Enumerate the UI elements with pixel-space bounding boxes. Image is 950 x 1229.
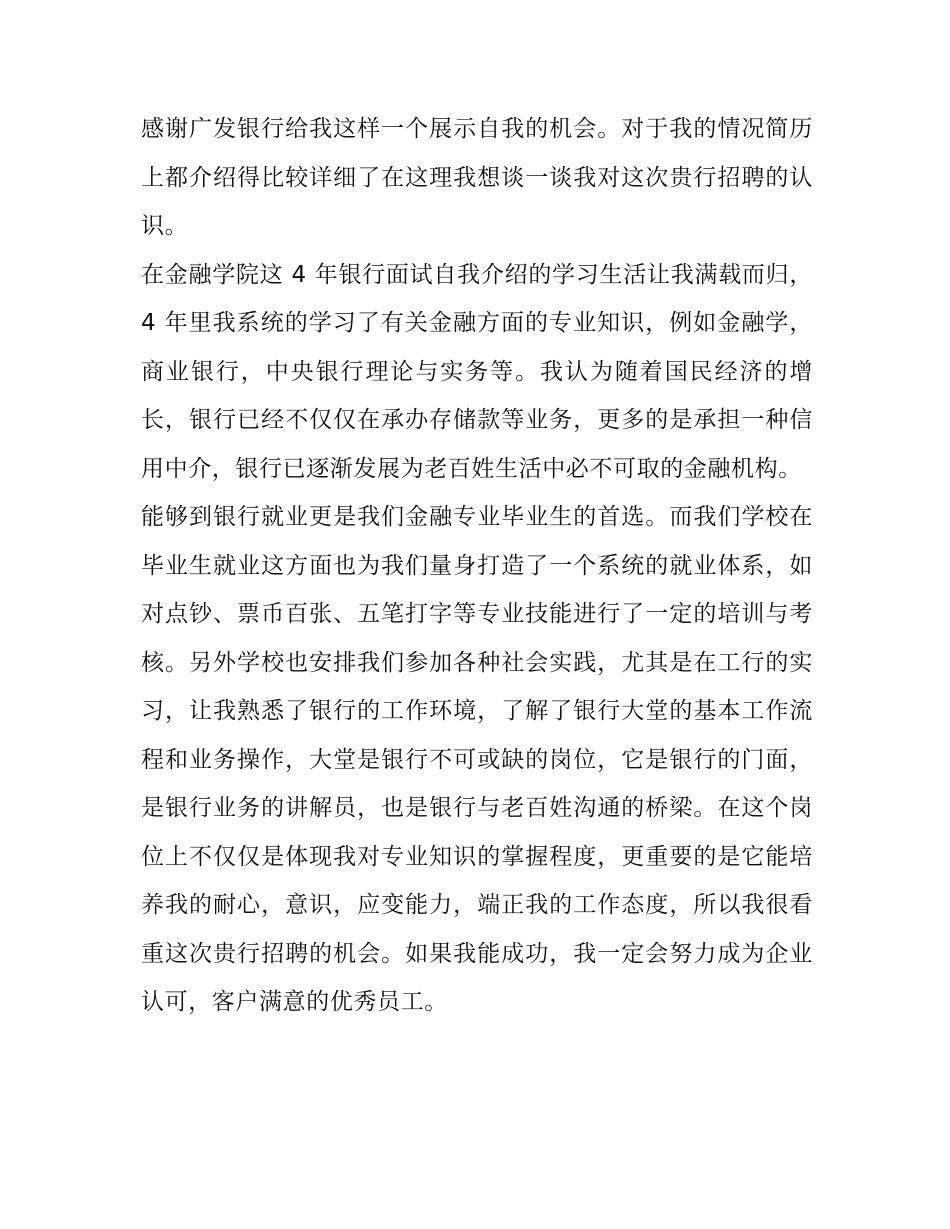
paragraph-career: 能够到银行就业更是我们金融专业毕业生的首选。而我们学校在毕业生就业这方面也为我们量身打造了一个系统的就业体系，如对点钞、票币百张、五笔打字等专业技能进行了一定的培训与考核。另外学校也安排我们参加各种社会实践，尤其是在工行的实习，让我熟悉了银行的工作环境，了解了银行大堂的基本工作流程和业务操作，大堂是银行不可或缺的岗位，它是银行的门面，是银行业务的讲解员，也是银行与老百姓沟通的桥梁。在这个岗位上不仅仅是体现我对专业知识的掌握程度，更重要的是它能培养我的耐心，意识，应变能力，端正我的工作态度，所以我很看重这次贵行招聘的机会。如果我能成功，我一定会努力成为企业认可，客户满意的优秀员工。: [141, 504, 813, 1015]
document-body: [141, 105, 813, 1027]
paragraph-education: 在金融学院这 4 年银行面试自我介绍的学习生活让我满载而归，4 年里我系统的学习了有关金融方面的专业知识，例如金融学，商业银行，中央银行理论与实务等。我认为随着国民经济的增长，银行已经不仅仅在承办存储款等业务，更多的是承担一种信用中介，银行已逐渐发展为老百姓生活中必不可取的金融机构。: [141, 261, 813, 482]
paragraph-intro: 感谢广发银行给我这样一个展示自我的机会。对于我的情况简历上都介绍得比较详细了在这理我想谈一谈我对这次贵行招聘的认识。: [141, 116, 813, 239]
